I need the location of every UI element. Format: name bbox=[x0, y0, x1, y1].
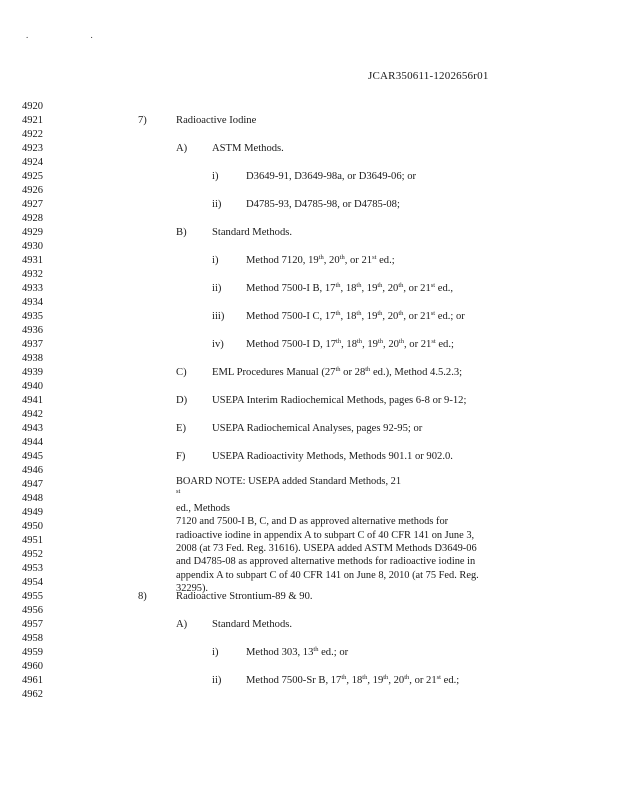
text-run: Method 7500-I C, 17 bbox=[246, 311, 336, 322]
text-run: , 18 bbox=[340, 283, 357, 294]
item-8Ai-text bbox=[246, 647, 348, 659]
text-run: , or 21 bbox=[403, 311, 431, 322]
line-number: 4920 bbox=[22, 101, 43, 112]
item-7Aii-marker: ii) bbox=[212, 199, 222, 210]
line-number: 4938 bbox=[22, 353, 43, 364]
line-number: 4959 bbox=[22, 647, 43, 658]
ordinal-superscript: st bbox=[431, 338, 436, 345]
line-number: 4962 bbox=[22, 689, 43, 700]
ordinal-superscript: th bbox=[377, 338, 384, 345]
text-run: , 20 bbox=[382, 283, 399, 294]
line-number: 4960 bbox=[22, 661, 43, 672]
ordinal-superscript: st bbox=[430, 282, 436, 289]
line-number: 4927 bbox=[22, 199, 43, 210]
ordinal-superscript: th bbox=[365, 366, 371, 373]
text-run: appendix A to subpart C of 40 CFR 141 on June 8, 2010 (at 75 Fed. Reg. bbox=[176, 569, 479, 581]
line-number: 4945 bbox=[22, 451, 43, 462]
text-run: , 18 bbox=[346, 675, 363, 686]
text-run: , 18 bbox=[341, 339, 357, 350]
line-number: 4946 bbox=[22, 465, 43, 476]
line-number: 4947 bbox=[22, 479, 43, 490]
line-number: 4941 bbox=[22, 395, 43, 406]
text-run: , 20 bbox=[323, 255, 340, 266]
line-number: 4937 bbox=[22, 339, 43, 350]
ordinal-superscript: st bbox=[176, 488, 181, 496]
item-7Biii-marker: iii) bbox=[212, 311, 225, 322]
line-number: 4923 bbox=[22, 143, 43, 154]
line-number: 4942 bbox=[22, 409, 43, 420]
item-7Bii-marker: ii) bbox=[212, 283, 222, 294]
ordinal-superscript: th bbox=[356, 310, 362, 317]
line-number: 4950 bbox=[22, 521, 43, 532]
ordinal-superscript: th bbox=[377, 310, 383, 317]
text-run: ed.; bbox=[440, 675, 460, 686]
line-number: 4958 bbox=[22, 633, 43, 644]
text-run: , 19 bbox=[361, 283, 378, 294]
line-number: 4939 bbox=[22, 367, 43, 378]
text-run: Method 7120, 19 bbox=[246, 255, 319, 266]
item-7-title: Radioactive Iodine bbox=[176, 115, 257, 126]
ordinal-superscript: th bbox=[335, 310, 341, 317]
ordinal-superscript: th bbox=[341, 674, 347, 681]
line-number: 4933 bbox=[22, 283, 43, 294]
item-7D-marker: D) bbox=[176, 395, 188, 406]
line-number: 4924 bbox=[22, 157, 43, 168]
item-7F-marker: F) bbox=[176, 451, 186, 462]
line-number: 4944 bbox=[22, 437, 43, 448]
item-7C-marker: C) bbox=[176, 367, 187, 378]
item-7Ai-marker: i) bbox=[212, 171, 219, 182]
ordinal-superscript: th bbox=[313, 646, 319, 653]
line-number: 4953 bbox=[22, 563, 43, 574]
ordinal-superscript: th bbox=[404, 674, 410, 681]
ordinal-superscript: st bbox=[372, 254, 377, 261]
text-run: radioactive iodine in appendix A to subpart C of 40 CFR 141 on June 3, bbox=[176, 529, 475, 541]
board-note-line bbox=[176, 542, 536, 555]
line-number: 4956 bbox=[22, 605, 43, 616]
line-number: 4929 bbox=[22, 227, 43, 238]
line-number: 4930 bbox=[22, 241, 43, 252]
item-7A-text: ASTM Methods. bbox=[212, 143, 284, 154]
ordinal-superscript: th bbox=[339, 254, 345, 261]
item-7E-text: USEPA Radiochemical Analyses, pages 92-95; or bbox=[212, 423, 423, 434]
ordinal-superscript: th bbox=[377, 282, 383, 289]
line-number: 4957 bbox=[22, 619, 43, 630]
item-7-marker: 7) bbox=[138, 115, 147, 126]
text-run: EML Procedures Manual (27 bbox=[212, 367, 336, 378]
text-run: ed.; or bbox=[318, 647, 349, 658]
item-7B-marker: B) bbox=[176, 227, 187, 238]
item-7Bii-text bbox=[246, 283, 453, 295]
item-7C-text bbox=[212, 367, 462, 379]
line-number: 4955 bbox=[22, 591, 43, 602]
item-7Bi-marker: i) bbox=[212, 255, 219, 266]
board-note-line bbox=[176, 515, 536, 528]
item-8A-text: Standard Methods. bbox=[212, 619, 293, 630]
ordinal-superscript: th bbox=[398, 310, 404, 317]
text-run: ed.; bbox=[435, 339, 454, 350]
board-note-line bbox=[176, 555, 536, 568]
item-7F-text: USEPA Radioactivity Methods, Methods 901.1 or 902.0. bbox=[212, 451, 453, 462]
text-run: , 20 bbox=[383, 339, 399, 350]
text-run: Method 7500-I D, 17 bbox=[246, 339, 337, 350]
text-run: or 28 bbox=[340, 367, 366, 378]
board-note-line bbox=[176, 569, 536, 582]
line-number: 4921 bbox=[22, 115, 43, 126]
header-dots: . . bbox=[26, 30, 123, 40]
line-number: 4943 bbox=[22, 423, 43, 434]
item-8-marker: 8) bbox=[138, 591, 147, 602]
text-run: 32295). bbox=[176, 583, 209, 595]
item-7Biv-marker: iv) bbox=[212, 339, 224, 350]
item-7A-marker: A) bbox=[176, 143, 188, 154]
line-number: 4922 bbox=[22, 129, 43, 140]
board-note bbox=[176, 475, 536, 596]
ordinal-superscript: th bbox=[362, 674, 368, 681]
text-run: , 19 bbox=[362, 339, 378, 350]
text-run: , 19 bbox=[361, 311, 378, 322]
line-number: 4926 bbox=[22, 185, 43, 196]
text-run: , or 21 bbox=[403, 339, 432, 350]
line-number: 4948 bbox=[22, 493, 43, 504]
line-number: 4954 bbox=[22, 577, 43, 588]
text-run: ed.; or bbox=[435, 311, 465, 322]
item-7B-text: Standard Methods. bbox=[212, 227, 293, 238]
text-run: BOARD NOTE: USEPA added Standard Methods, 21 bbox=[176, 476, 402, 487]
item-7Biv-text bbox=[246, 339, 454, 351]
text-run: 2008 (at 73 Fed. Reg. 31616). USEPA added ASTM Methods D3649-06 bbox=[176, 543, 477, 555]
text-run: , 20 bbox=[382, 311, 399, 322]
item-7Bi-text bbox=[246, 255, 395, 267]
ordinal-superscript: st bbox=[436, 674, 441, 681]
text-run: Method 7500-Sr B, 17 bbox=[246, 675, 342, 686]
item-7E-marker: E) bbox=[176, 423, 186, 434]
line-number: 4935 bbox=[22, 311, 43, 322]
ordinal-superscript: st bbox=[430, 310, 436, 317]
line-number: 4936 bbox=[22, 325, 43, 336]
text-run: , or 21 bbox=[344, 255, 373, 266]
text-run: , 19 bbox=[367, 675, 384, 686]
ordinal-superscript: th bbox=[318, 254, 324, 261]
line-number: 4934 bbox=[22, 297, 43, 308]
item-7D-text: USEPA Interim Radiochemical Methods, pages 6-8 or 9-12; bbox=[212, 395, 467, 406]
line-number: 4932 bbox=[22, 269, 43, 280]
line-number: 4949 bbox=[22, 507, 43, 518]
ordinal-superscript: th bbox=[383, 674, 389, 681]
ordinal-superscript: th bbox=[335, 282, 341, 289]
ordinal-superscript: th bbox=[398, 282, 404, 289]
ordinal-superscript: th bbox=[356, 282, 362, 289]
board-note-line bbox=[176, 475, 536, 515]
item-7Aii-text: D4785-93, D4785-98, or D4785-08; bbox=[246, 199, 400, 210]
line-number: 4952 bbox=[22, 549, 43, 560]
line-number: 4951 bbox=[22, 535, 43, 546]
text-run: , or 21 bbox=[403, 283, 431, 294]
text-run: ed., bbox=[435, 283, 454, 294]
text-run: 7120 and 7500-I B, C, and D as approved alternative methods for bbox=[176, 516, 449, 528]
text-run: and D4785-08 as approved alternative methods for radioactive iodine in bbox=[176, 556, 476, 568]
item-7Ai-text: D3649-91, D3649-98a, or D3649-06; or bbox=[246, 171, 417, 182]
item-7Biii-text bbox=[246, 311, 465, 323]
line-number: 4931 bbox=[22, 255, 43, 266]
line-number: 4940 bbox=[22, 381, 43, 392]
item-8Aii-marker: ii) bbox=[212, 675, 222, 686]
text-run: ed.), Method 4.5.2.3; bbox=[370, 367, 463, 378]
document-id: JCAR350611-1202656r01 bbox=[368, 70, 489, 82]
text-run: Method 7500-I B, 17 bbox=[246, 283, 336, 294]
text-run: ed., Methods bbox=[176, 502, 230, 514]
item-8A-marker: A) bbox=[176, 619, 188, 630]
ordinal-superscript: th bbox=[335, 366, 341, 373]
line-number: 4928 bbox=[22, 213, 43, 224]
item-8-title: Radioactive Strontium-89 & 90. bbox=[176, 591, 313, 602]
text-run: ed.; bbox=[376, 255, 395, 266]
ordinal-superscript: th bbox=[398, 338, 404, 345]
text-run: , or 21 bbox=[409, 675, 437, 686]
text-run: Method 303, 13 bbox=[246, 647, 314, 658]
item-8Aii-text bbox=[246, 675, 459, 687]
line-number: 4961 bbox=[22, 675, 43, 686]
text-run: , 20 bbox=[388, 675, 405, 686]
board-note-line bbox=[176, 529, 536, 542]
ordinal-superscript: th bbox=[357, 338, 363, 345]
ordinal-superscript: th bbox=[336, 338, 342, 345]
line-number: 4925 bbox=[22, 171, 43, 182]
item-8Ai-marker: i) bbox=[212, 647, 219, 658]
text-run: , 18 bbox=[340, 311, 357, 322]
